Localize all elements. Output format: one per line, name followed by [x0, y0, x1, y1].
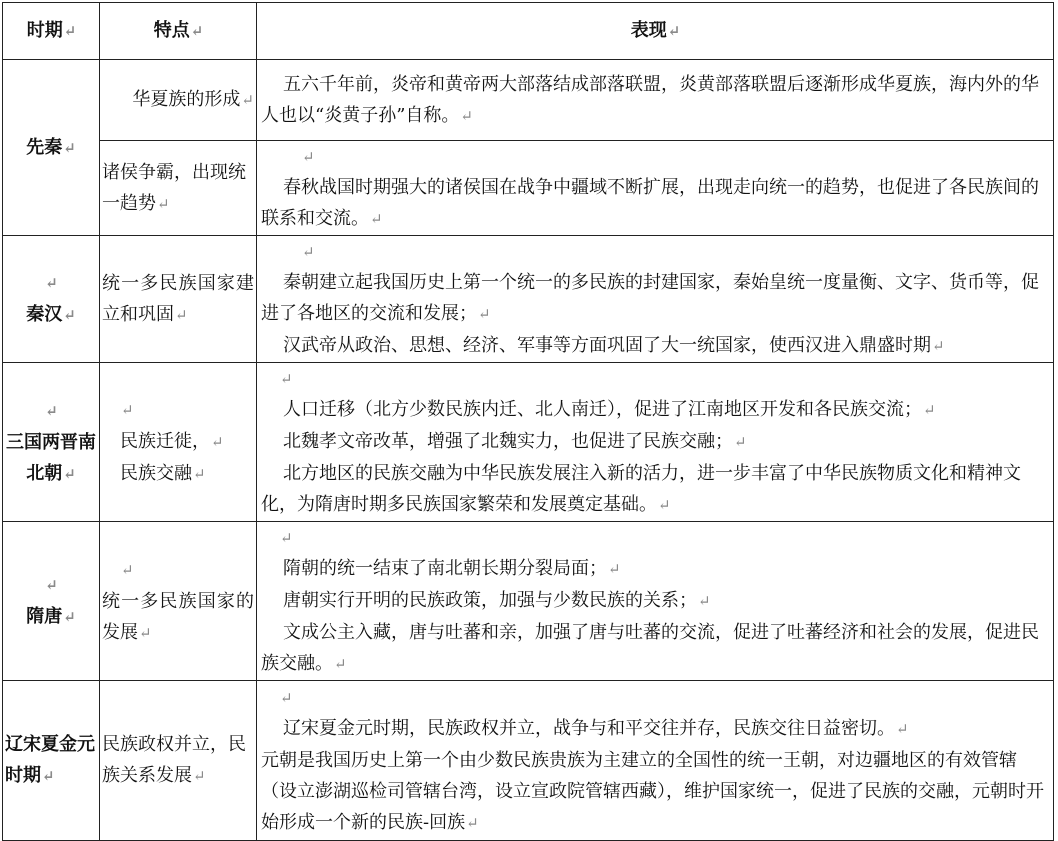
feature-cell: 民族政权并立，民族关系发展↵	[100, 681, 257, 841]
performance-line: 五六千年前，炎帝和黄帝两大部落结成部落联盟，炎黄部落联盟后逐渐形成华夏族，海内外的华人也以“炎黄子孙”自称。↵	[261, 73, 1039, 126]
table-row	[3, 60, 1054, 141]
period-cell: 先秦↵	[3, 60, 100, 236]
feature-cell: 诸侯争霸，出现统一趋势↵	[100, 141, 257, 236]
performance-cell: ↵ 秦朝建立起我国历史上第一个统一的多民族的封建国家，秦始皇统一度量衡、文字、货币等，促进了各地区的交流和发展；↵ 汉武帝从政治、思想、经济、军事等方面巩固了大一统国家，使西汉进入鼎盛时期↵	[257, 236, 1054, 363]
performance-line: 隋朝的统一结束了南北朝长期分裂局面；↵	[283, 558, 621, 579]
performance-cell: ↵ 隋朝的统一结束了南北朝长期分裂局面；↵ 唐朝实行开明的民族政策，加强与少数民族的关系；↵ 文成公主入藏，唐与吐蕃和亲，加强了唐与吐蕃的交流，促进了吐蕃经济和社会的发展，促进民族交融。↵	[257, 522, 1054, 681]
performance-line: 秦朝建立起我国历史上第一个统一的多民族的封建国家，秦始皇统一度量衡、文字、货币等，促进了各地区的交流和发展；↵	[261, 272, 1039, 324]
feature-cell: ↵ 民族迁徙，↵ 民族交融↵	[100, 363, 257, 522]
period-cell: ↵ 隋唐↵	[3, 522, 100, 681]
performance-line: 汉武帝从政治、思想、经济、军事等方面巩固了大一统国家，使西汉进入鼎盛时期↵	[283, 335, 945, 356]
performance-cell: ↵ 人口迁移（北方少数民族内迁、北人南迁），促进了江南地区开发和各民族交流；↵ 北魏孝文帝改革，增强了北魏实力，也促进了民族交融；↵ 北方地区的民族交融为中华民族发展注入新的活力，进一步丰富了中华民族物质文化和精神文化，为隋唐时期多民族国家繁荣和发展奠定基础。↵	[257, 363, 1054, 522]
table-row	[3, 236, 1054, 363]
performance-line: 北方地区的民族交融为中华民族发展注入新的活力，进一步丰富了中华民族物质文化和精神文化，为隋唐时期多民族国家繁荣和发展奠定基础。↵	[261, 463, 1021, 515]
header-feature: 特点↵	[100, 3, 257, 60]
table-row	[3, 522, 1054, 681]
performance-cell: ↵ 春秋战国时期强大的诸侯国在战争中疆域不断扩展，出现走向统一的趋势，也促进了各民族间的联系和交流。↵	[257, 141, 1054, 236]
performance-cell	[257, 60, 1054, 141]
history-table	[2, 2, 1054, 841]
period-cell: ↵ 三国两晋南北朝↵	[3, 363, 100, 522]
table-row	[3, 681, 1054, 841]
header-row	[3, 3, 1054, 60]
performance-cell: ↵ 辽宋夏金元时期，民族政权并立，战争与和平交往并存，民族交往日益密切。↵ 元朝是我国历史上第一个由少数民族贵族为主建立的全国性的统一王朝，对边疆地区的有效管辖（设立澎湖巡检司管辖台湾，设立宣政院管辖西藏），维护国家统一，促进了民族的交融，元朝时开始形成一个新的民族-回族↵	[257, 681, 1054, 841]
table-row	[3, 141, 1054, 236]
period-cell: 辽宋夏金元时期↵	[3, 681, 100, 841]
performance-line: 唐朝实行开明的民族政策，加强与少数民族的关系；↵	[283, 590, 711, 611]
performance-line: 辽宋夏金元时期，民族政权并立，战争与和平交往并存，民族交往日益密切。↵	[283, 718, 909, 739]
performance-line: 北魏孝文帝改革，增强了北魏实力，也促进了民族交融；↵	[283, 431, 747, 452]
header-period: 时期↵	[3, 3, 100, 60]
performance-line: 春秋战国时期强大的诸侯国在战争中疆域不断扩展，出现走向统一的趋势，也促进了各民族间的联系和交流。↵	[261, 177, 1039, 229]
feature-cell: ↵ 统一多民族国家的发展↵	[100, 522, 257, 681]
performance-line: 文成公主入藏，唐与吐蕃和亲，加强了唐与吐蕃的交流，促进了吐蕃经济和社会的发展，促进民族交融。↵	[261, 622, 1039, 674]
header-performance: 表现↵	[257, 3, 1054, 60]
feature-cell: 统一多民族国家建立和巩固↵	[100, 236, 257, 363]
table-row	[3, 363, 1054, 522]
performance-line: 人口迁移（北方少数民族内迁、北人南迁），促进了江南地区开发和各民族交流；↵	[283, 399, 936, 420]
performance-line: 元朝是我国历史上第一个由少数民族贵族为主建立的全国性的统一王朝，对边疆地区的有效管辖（设立澎湖巡检司管辖台湾，设立宣政院管辖西藏），维护国家统一，促进了民族的交融，元朝时开始形成一个新的民族-回族↵	[261, 750, 1044, 833]
feature-cell: 华夏族的形成↵	[100, 60, 257, 141]
period-cell: ↵ 秦汉↵	[3, 236, 100, 363]
